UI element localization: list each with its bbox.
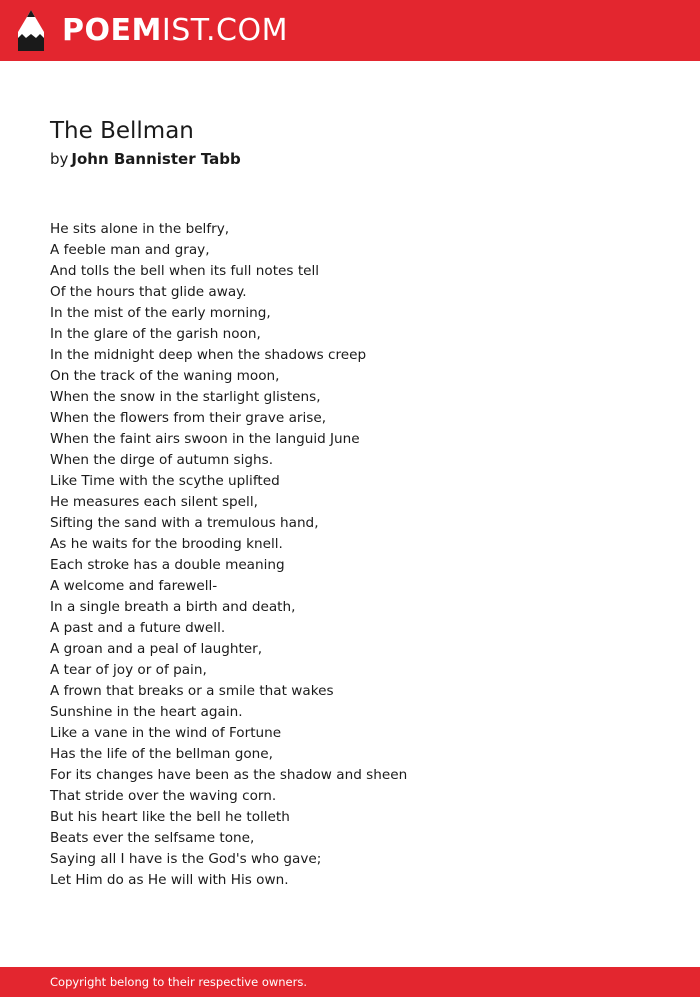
poem-line: A tear of joy or of pain, <box>50 662 207 678</box>
poem-line: Sifting the sand with a tremulous hand, <box>50 515 319 531</box>
pencil-tip-icon <box>18 10 44 51</box>
poem-line: In the glare of the garish noon, <box>50 326 261 342</box>
poem-line: A welcome and farewell- <box>50 578 218 594</box>
copyright-text: Copyright belong to their respective owners. <box>50 975 308 989</box>
poem-line: A frown that breaks or a smile that wakes <box>50 683 334 699</box>
poem-line: In a single breath a birth and death, <box>50 599 296 615</box>
poem-line: In the mist of the early morning, <box>50 305 271 321</box>
poem-line: Like a vane in the wind of Fortune <box>50 725 282 741</box>
poem-line: A past and a future dwell. <box>50 620 226 636</box>
poem-line: For its changes have been as the shadow and sheen <box>50 767 408 783</box>
by-label: by <box>50 150 69 168</box>
site-logo[interactable] <box>62 12 288 50</box>
poem-line: Has the life of the bellman gone, <box>50 746 273 762</box>
poem-line: Each stroke has a double meaning <box>50 557 285 573</box>
poem-line: And tolls the bell when its full notes tell <box>50 263 320 279</box>
poem-line: But his heart like the bell he tolleth <box>50 809 290 825</box>
poem-line: He sits alone in the belfry, <box>50 221 230 237</box>
poem-line: When the faint airs swoon in the languid June <box>50 431 360 447</box>
site-header <box>0 0 700 61</box>
poem-line: When the flowers from their grave arise, <box>50 410 327 426</box>
poem-title: The Bellman <box>50 118 194 144</box>
poem-line: As he waits for the brooding knell. <box>50 536 283 552</box>
poem-line: When the dirge of autumn sighs. <box>50 452 274 468</box>
poem-author: John Bannister Tabb <box>71 150 241 168</box>
poem-body <box>50 219 650 891</box>
poem-line: That stride over the waving corn. <box>50 788 277 804</box>
poem-line: A feeble man and gray, <box>50 242 210 258</box>
site-footer <box>0 967 700 997</box>
poem-line: On the track of the waning moon, <box>50 368 280 384</box>
poem-line: A groan and a peal of laughter, <box>50 641 263 657</box>
poem-line: Sunshine in the heart again. <box>50 704 243 720</box>
poem-line: He measures each silent spell, <box>50 494 258 510</box>
poem-byline <box>50 148 241 170</box>
poem-line: Let Him do as He will with His own. <box>50 872 289 888</box>
poem-line: Beats ever the selfsame tone, <box>50 830 255 846</box>
poem-line: Saying all I have is the God's who gave; <box>50 851 322 867</box>
logo-bold-text: POEM <box>62 13 162 48</box>
logo-light-text: IST.COM <box>161 13 288 48</box>
poem-line: In the midnight deep when the shadows creep <box>50 347 367 363</box>
poem-line: Like Time with the scythe uplifted <box>50 473 280 489</box>
poem-line: Of the hours that glide away. <box>50 284 247 300</box>
poem-line: When the snow in the starlight glistens, <box>50 389 321 405</box>
